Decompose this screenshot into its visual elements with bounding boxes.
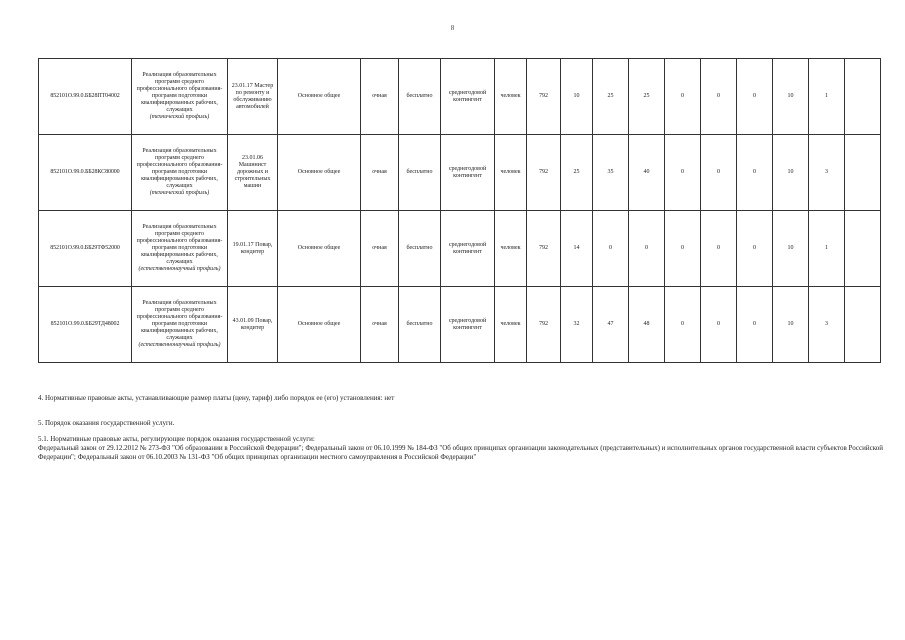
okei-code-cell: 792 — [527, 211, 561, 287]
table-row — [39, 59, 881, 135]
profession-cell: 43.01.09 Повар, кондитер — [228, 287, 278, 363]
program-cell — [132, 135, 228, 211]
value-cell: 0 — [665, 59, 701, 135]
table-row — [39, 211, 881, 287]
okei-code-cell: 792 — [527, 59, 561, 135]
program-cell — [132, 59, 228, 135]
profession-cell: 19.01.17 Повар, кондитер — [228, 211, 278, 287]
value-cell: 0 — [737, 287, 773, 363]
category-cell: среднегодовой контингент — [441, 135, 495, 211]
value-cell: 47 — [593, 287, 629, 363]
empty-cell — [845, 211, 881, 287]
value-cell: 3 — [809, 287, 845, 363]
study-form-cell: очная — [361, 287, 399, 363]
program-profile: (естественнонаучный профиль) — [138, 266, 221, 272]
value-cell: 0 — [701, 59, 737, 135]
program-profile: (технический профиль) — [149, 114, 210, 120]
payment-cell: бесплатно — [399, 287, 441, 363]
registry-code: 852101О.99.0.ББ28КС80000 — [39, 135, 132, 211]
value-cell: 0 — [701, 211, 737, 287]
program-name: Реализация образовательных программ среднего профессионального образования-программ подготовки квалифицированных рабочих, служащих — [136, 72, 223, 113]
unit-cell: человек — [495, 211, 527, 287]
table-row — [39, 287, 881, 363]
value-cell: 0 — [665, 135, 701, 211]
value-cell: 0 — [737, 211, 773, 287]
study-form-cell: очная — [361, 59, 399, 135]
study-form-cell: очная — [361, 211, 399, 287]
value-cell: 10 — [773, 135, 809, 211]
okei-code-cell: 792 — [527, 135, 561, 211]
program-name: Реализация образовательных программ среднего профессионального образования-программ подготовки квалифицированных рабочих, служащих — [136, 224, 223, 265]
value-cell: 32 — [561, 287, 593, 363]
section-5-1-heading: 5.1. Нормативные правовые акты, регулирующие порядок оказания государственной услуги: — [38, 435, 315, 443]
payment-cell: бесплатно — [399, 211, 441, 287]
value-cell: 25 — [593, 59, 629, 135]
program-cell — [132, 211, 228, 287]
education-level-cell: Основное общее — [278, 135, 361, 211]
value-cell: 1 — [809, 211, 845, 287]
value-cell: 0 — [737, 59, 773, 135]
education-level-cell: Основное общее — [278, 211, 361, 287]
value-cell: 40 — [629, 135, 665, 211]
study-form-cell: очная — [361, 135, 399, 211]
registry-code: 852101О.99.0.ББ28ПТ04002 — [39, 59, 132, 135]
empty-cell — [845, 59, 881, 135]
registry-table — [38, 58, 881, 363]
registry-code: 852101О.99.0.ББ29ТД48002 — [39, 287, 132, 363]
section-5-heading: 5. Порядок оказания государственной услуги. — [38, 419, 175, 427]
program-name: Реализация образовательных программ среднего профессионального образования-программ подготовки квалифицированных рабочих, служащих — [136, 300, 223, 341]
empty-cell — [845, 135, 881, 211]
value-cell: 0 — [593, 211, 629, 287]
value-cell: 25 — [629, 59, 665, 135]
value-cell: 0 — [665, 211, 701, 287]
table-row — [39, 135, 881, 211]
category-cell: среднегодовой контингент — [441, 287, 495, 363]
program-name: Реализация образовательных программ среднего профессионального образования-программ подготовки квалифицированных рабочих, служащих — [136, 148, 223, 189]
category-cell: среднегодовой контингент — [441, 211, 495, 287]
program-profile: (технический профиль) — [149, 190, 210, 196]
profession-cell: 23.01.06 Машинист дорожных и строительных машин — [228, 135, 278, 211]
category-cell: среднегодовой контингент — [441, 59, 495, 135]
payment-cell: бесплатно — [399, 135, 441, 211]
value-cell: 10 — [561, 59, 593, 135]
value-cell: 10 — [773, 59, 809, 135]
unit-cell: человек — [495, 135, 527, 211]
program-cell — [132, 287, 228, 363]
value-cell: 48 — [629, 287, 665, 363]
value-cell: 1 — [809, 59, 845, 135]
okei-code-cell: 792 — [527, 287, 561, 363]
program-profile: (естественнонаучный профиль) — [138, 342, 221, 348]
payment-cell: бесплатно — [399, 59, 441, 135]
value-cell: 14 — [561, 211, 593, 287]
value-cell: 3 — [809, 135, 845, 211]
value-cell: 0 — [701, 135, 737, 211]
value-cell: 0 — [629, 211, 665, 287]
value-cell: 0 — [737, 135, 773, 211]
empty-cell — [845, 287, 881, 363]
section-4-text: 4. Нормативные правовые акты, устанавливающие размер платы (цену, тариф) либо порядок ее (его) установления: нет — [38, 394, 395, 402]
education-level-cell: Основное общее — [278, 59, 361, 135]
value-cell: 25 — [561, 135, 593, 211]
profession-cell: 23.01.17 Мастер по ремонту и обслуживанию автомобилей — [228, 59, 278, 135]
page-number: 8 — [450, 24, 455, 32]
unit-cell: человек — [495, 287, 527, 363]
value-cell: 10 — [773, 287, 809, 363]
value-cell: 10 — [773, 211, 809, 287]
unit-cell: человек — [495, 59, 527, 135]
education-level-cell: Основное общее — [278, 287, 361, 363]
value-cell: 0 — [665, 287, 701, 363]
value-cell: 0 — [701, 287, 737, 363]
value-cell: 35 — [593, 135, 629, 211]
registry-code: 852101О.99.0.ББ29ТФ52000 — [39, 211, 132, 287]
laws-paragraph: Федеральный закон от 29.12.2012 № 273-ФЗ "Об образовании в Российской Федерации"; Федеральный закон от 06.10.1999 № 184-ФЗ "Об общих принципах организации законодательных (представительных) и исполнительных органов государственной власти субъектов Российской Федерации"; Федеральный закон от 06.10.2003 № 131-ФЗ "Об общих принципах организации местного самоуправления в Российской Федерации" — [38, 444, 883, 461]
